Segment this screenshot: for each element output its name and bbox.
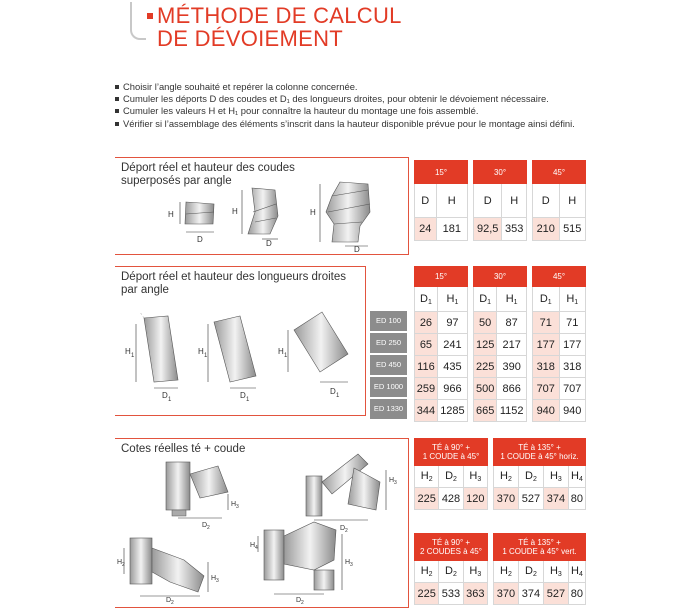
col-sub: 2 (532, 476, 537, 483)
col-header: D (415, 184, 437, 218)
section1-title-line1: Déport réel et hauteur des coudes (121, 162, 295, 174)
table-cell: 374 (543, 488, 568, 510)
header-line: TÉ à 135° + (518, 538, 561, 547)
col-letter: D (445, 470, 454, 482)
table-cell: 177 (559, 334, 586, 356)
svg-text:3: 3 (350, 562, 353, 568)
angle-header: 45° (533, 161, 586, 184)
table-cell: 65 (415, 334, 438, 356)
row-label: ED 1000 (370, 377, 407, 397)
col-header (494, 561, 519, 583)
table-cell: 866 (497, 378, 527, 400)
svg-text:H: H (198, 347, 204, 356)
col-header (439, 466, 463, 488)
svg-text:1: 1 (131, 353, 135, 359)
svg-text:H: H (125, 347, 131, 356)
table-cell: 210 (533, 218, 560, 241)
table-cell: 707 (533, 378, 560, 400)
section2-title-line2: par angle (121, 284, 169, 296)
tee-elbow-figure (117, 452, 403, 606)
svg-text:H: H (117, 559, 123, 566)
table-cell: 390 (497, 356, 527, 378)
angle-header: 15° (415, 267, 468, 287)
col-sub: 1 (454, 298, 459, 306)
svg-text:1: 1 (204, 353, 208, 359)
row-label: ED 100 (370, 311, 407, 331)
col-header (518, 466, 543, 488)
col-header (439, 561, 463, 583)
svg-text:1: 1 (284, 353, 288, 359)
section2-table-15 (414, 266, 468, 422)
header-line: 1 COUDE à 45° vert. (502, 547, 577, 556)
instruction-item (115, 105, 585, 117)
table-cell: 80 (568, 488, 585, 510)
table-cell: 966 (437, 378, 467, 400)
table-header (415, 534, 488, 561)
header-line: 2 COUDES à 45° (420, 547, 482, 556)
col-header (543, 561, 568, 583)
page-title (157, 4, 402, 50)
title-bullet-icon (147, 13, 153, 19)
page-title-line2: DE DÉVOIEMENT (157, 26, 344, 51)
col-letter: H (505, 292, 514, 305)
svg-text:2: 2 (345, 528, 348, 534)
table-header (494, 439, 586, 466)
col-letter: H (549, 565, 558, 577)
col-sub: 3 (477, 571, 482, 578)
svg-text:1: 1 (246, 397, 250, 403)
header-line: 1 COUDE à 45° horiz. (500, 452, 579, 461)
table-header (415, 439, 488, 466)
table-cell: 1152 (497, 400, 527, 422)
svg-text:1: 1 (336, 393, 340, 399)
col-sub: 3 (477, 476, 482, 483)
table-cell: 217 (497, 334, 527, 356)
instructions-list (115, 81, 585, 130)
col-header (494, 466, 519, 488)
straight-length-figure (122, 310, 360, 402)
bullet-icon (115, 109, 119, 113)
angle-header: 30° (474, 161, 527, 184)
col-header (533, 287, 560, 312)
header-line: TÉ à 90° + (431, 538, 471, 547)
table-cell: 177 (533, 334, 560, 356)
col-letter: H (566, 292, 575, 305)
table-cell: 97 (437, 312, 467, 334)
table-cell: 225 (415, 488, 439, 510)
section2-table-45 (532, 266, 586, 422)
instruction-text: Vérifier si l’assemblage des éléments s’inscrit dans la hauteur disponible prévue pour le montage ainsi défini. (123, 117, 575, 129)
instruction-item (115, 81, 585, 93)
header-line: TÉ à 90° + (431, 443, 471, 452)
col-letter: D (445, 565, 453, 577)
table-cell: 225 (415, 583, 439, 605)
row-label: ED 450 (370, 355, 407, 375)
table-cell: 24 (415, 218, 437, 241)
col-letter: H (571, 565, 579, 577)
col-sub: 2 (508, 571, 512, 578)
col-sub: 3 (557, 571, 562, 578)
svg-text:1: 1 (168, 397, 172, 403)
col-header (568, 561, 585, 583)
svg-text:D: D (340, 525, 346, 532)
row-label: ED 250 (370, 333, 407, 353)
table-cell: 225 (474, 356, 497, 378)
table-cell: 940 (559, 400, 586, 422)
table-cell: 665 (474, 400, 497, 422)
table-cell: 500 (474, 378, 497, 400)
table-cell: 181 (436, 218, 467, 241)
col-sub: 1 (427, 298, 432, 306)
svg-text:H: H (278, 347, 284, 356)
col-sub: 4 (578, 571, 583, 578)
svg-text:H: H (231, 501, 237, 508)
col-letter: H (571, 470, 579, 482)
section3-title: Cotes réelles té + coude (121, 443, 246, 455)
header-line: TÉ à 135° + (518, 443, 561, 452)
table-cell: 527 (518, 488, 543, 510)
svg-text:3: 3 (236, 504, 239, 510)
col-header (463, 466, 487, 488)
svg-text:D: D (240, 391, 246, 400)
col-header: D (474, 184, 502, 218)
table-cell: 125 (474, 334, 497, 356)
table-cell: 120 (463, 488, 487, 510)
table-cell: 71 (559, 312, 586, 334)
table-cell: 374 (518, 583, 543, 605)
elbow-stack-figure (160, 182, 400, 252)
col-letter: H (420, 470, 429, 482)
table-cell: 116 (415, 356, 438, 378)
instruction-item (115, 93, 585, 105)
svg-text:H: H (389, 477, 395, 484)
svg-text:D: D (166, 597, 172, 604)
table-cell: 92,5 (474, 218, 502, 241)
col-sub: 1 (513, 298, 518, 306)
svg-text:D: D (197, 235, 203, 244)
col-sub: 1 (547, 298, 552, 306)
instruction-text: Choisir l’angle souhaité et repérer la colonne concernée. (123, 81, 358, 92)
col-sub: 2 (508, 476, 512, 483)
header-line: 1 COUDE à 45° (422, 452, 480, 461)
svg-text:D: D (354, 245, 360, 254)
table-cell: 370 (494, 583, 519, 605)
section2-title-line1: Déport réel et hauteur des longueurs droites (121, 271, 347, 283)
section1-title-line2: superposés par angle (121, 175, 232, 187)
col-header (497, 287, 527, 312)
section1-table-15 (414, 160, 468, 241)
col-header (559, 287, 586, 312)
svg-text:4: 4 (255, 545, 258, 551)
col-sub: 2 (428, 476, 433, 483)
col-header (474, 287, 497, 312)
page-title-line1: MÉTHODE DE CALCUL (157, 3, 402, 28)
table-cell: 87 (497, 312, 527, 334)
col-header (568, 466, 585, 488)
col-letter: D (525, 470, 533, 482)
tee135-elbow-vert-table (493, 533, 586, 605)
table-cell: 318 (533, 356, 560, 378)
table-cell: 353 (502, 218, 527, 241)
table-cell: 515 (559, 218, 586, 241)
table-cell: 344 (415, 400, 438, 422)
table-cell: 363 (463, 583, 487, 605)
tee90-elbow-table (414, 438, 488, 510)
col-header: H (559, 184, 586, 218)
angle-header: 30° (474, 267, 527, 287)
col-letter: D (479, 292, 488, 305)
instruction-item (115, 118, 585, 130)
svg-text:H: H (168, 210, 174, 219)
col-letter: D (420, 292, 428, 305)
col-letter: H (469, 470, 478, 482)
col-letter: H (446, 292, 455, 305)
table-cell: 370 (494, 488, 519, 510)
angle-header: 45° (533, 267, 586, 287)
section2-title (121, 271, 346, 297)
svg-text:H: H (232, 207, 238, 216)
svg-text:3: 3 (216, 578, 219, 584)
tee135-elbow-horiz-table (493, 438, 586, 510)
svg-text:H: H (250, 542, 256, 549)
col-letter: H (469, 565, 478, 577)
col-header (415, 561, 439, 583)
bullet-icon (115, 97, 119, 101)
table-cell: 527 (543, 583, 568, 605)
col-sub: 4 (578, 476, 583, 483)
col-letter: D (525, 565, 533, 577)
col-header (463, 561, 487, 583)
table-cell: 241 (437, 334, 467, 356)
svg-text:2: 2 (122, 562, 125, 568)
table-cell: 50 (474, 312, 497, 334)
col-header: H (502, 184, 527, 218)
svg-text:H: H (345, 559, 351, 566)
table-cell: 80 (568, 583, 585, 605)
col-header (518, 561, 543, 583)
row-label: ED 1330 (370, 399, 407, 419)
col-header: H (436, 184, 467, 218)
instruction-text: Cumuler les valeurs H et H₁ pour connaître la hauteur du montage une fois assemblé. (123, 105, 479, 117)
col-letter: D (539, 292, 548, 305)
svg-text:2: 2 (171, 600, 174, 606)
table-cell: 318 (559, 356, 586, 378)
title-bracket (130, 2, 146, 40)
col-header (437, 287, 467, 312)
col-sub: 2 (453, 476, 457, 483)
svg-text:D: D (266, 239, 272, 248)
svg-text:H: H (310, 208, 316, 217)
angle-header: 15° (415, 161, 468, 184)
table-cell: 259 (415, 378, 438, 400)
bullet-icon (115, 122, 119, 126)
col-sub: 3 (557, 476, 562, 483)
col-letter: H (549, 470, 558, 482)
col-sub: 2 (532, 571, 537, 578)
table-cell: 1285 (437, 400, 467, 422)
table-cell: 71 (533, 312, 560, 334)
col-letter: H (500, 470, 508, 482)
tee90-2elbows-table (414, 533, 488, 605)
col-sub: 2 (428, 571, 433, 578)
col-letter: H (420, 565, 429, 577)
col-header (415, 287, 438, 312)
col-sub: 2 (452, 571, 457, 578)
svg-text:D: D (162, 391, 168, 400)
col-sub: 1 (487, 298, 492, 306)
table-cell: 428 (439, 488, 463, 510)
table-cell: 533 (439, 583, 463, 605)
svg-text:D: D (202, 522, 208, 529)
col-header (415, 466, 439, 488)
table-cell: 26 (415, 312, 438, 334)
bullet-icon (115, 85, 119, 89)
col-sub: 1 (574, 298, 579, 306)
svg-text:3: 3 (394, 480, 397, 486)
table-cell: 707 (559, 378, 586, 400)
table-cell: 940 (533, 400, 560, 422)
col-header: D (533, 184, 560, 218)
svg-text:D: D (296, 597, 302, 604)
instruction-text: Cumuler les déports D des coudes et D₁ des longueurs droites, pour obtenir le dévoiement nécessaire. (123, 93, 549, 105)
svg-text:2: 2 (301, 600, 304, 606)
col-header (543, 466, 568, 488)
section1-table-30 (473, 160, 527, 241)
svg-text:H: H (211, 575, 217, 582)
table-header (494, 534, 586, 561)
svg-text:2: 2 (207, 525, 210, 531)
section2-table-30 (473, 266, 527, 422)
section1-table-45 (532, 160, 586, 241)
table-cell: 435 (437, 356, 467, 378)
col-letter: H (500, 565, 508, 577)
svg-text:D: D (330, 387, 336, 396)
